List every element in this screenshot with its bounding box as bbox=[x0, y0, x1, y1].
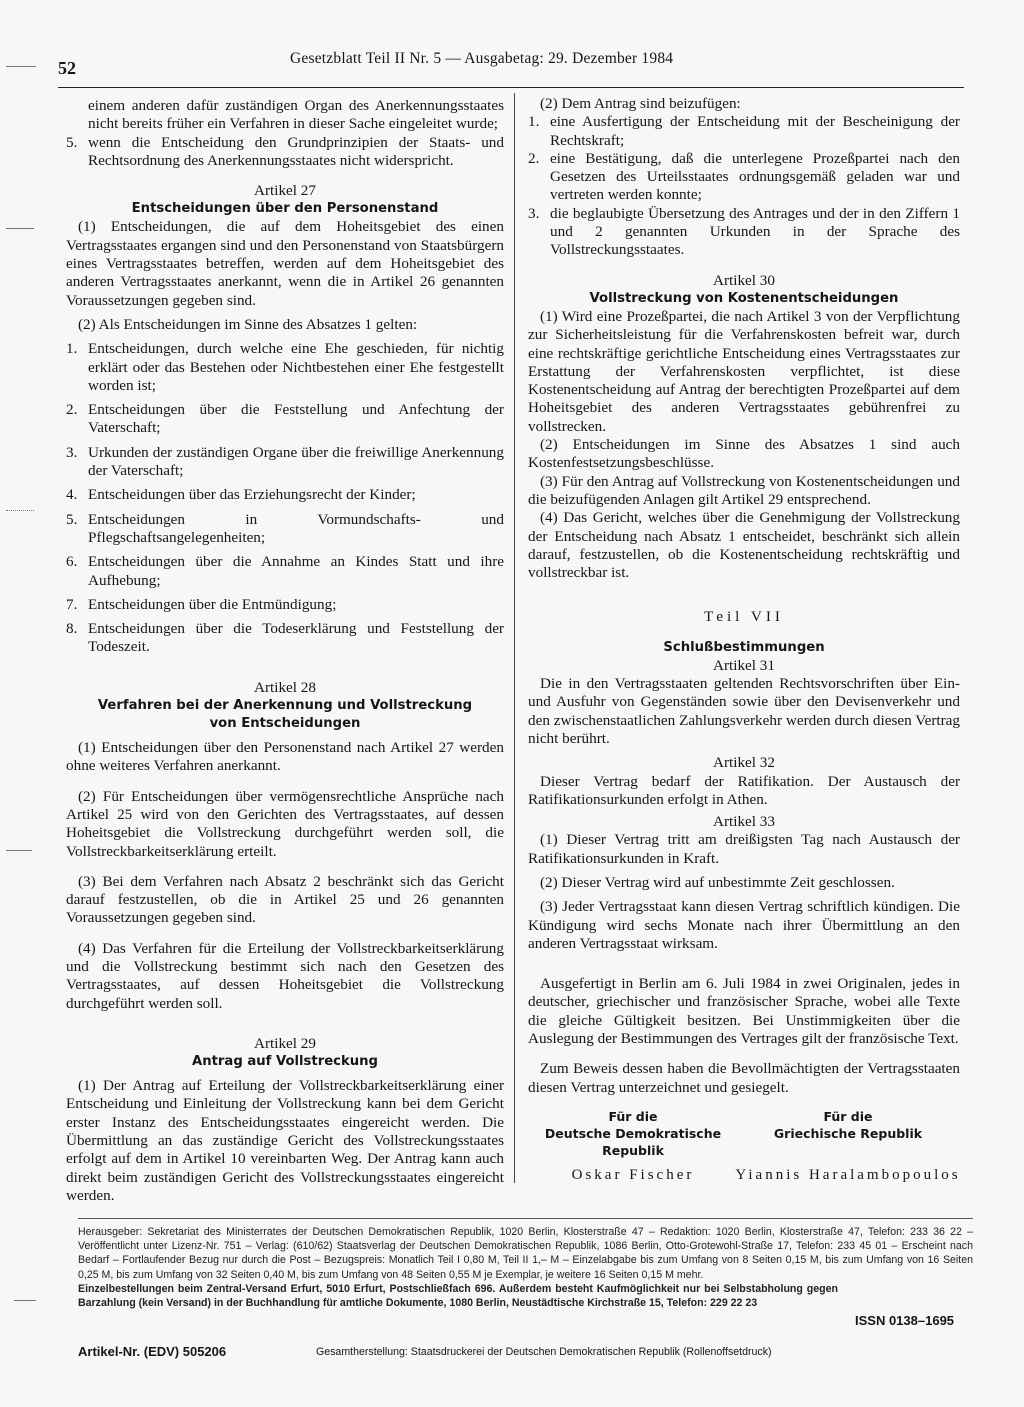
paragraph: (2) Entscheidungen im Sinne des Absatzes 1 sind auch Kostenfestsetzungsbeschlüsse. bbox=[528, 436, 960, 472]
article-number: Artikel 29 bbox=[253, 1034, 316, 1052]
paragraph: (1) Entscheidungen über den Personenstand nach Artikel 27 werden ohne weiteres Verfahren anerkannt. bbox=[66, 739, 504, 775]
list-number: 2. bbox=[528, 149, 540, 167]
paragraph: Zum Beweis dessen haben die Bevollmächtigten der Vertragsstaaten diesen Vertrag unterzeichnet und gesiegelt. bbox=[528, 1060, 960, 1096]
list-text: eine Ausfertigung der Entscheidung mit der Bescheinigung der Rechtskraft; bbox=[550, 113, 960, 149]
signatory-name: Yiannis Haralambopoulos bbox=[735, 1167, 961, 1183]
list-text: Entscheidungen über die Annahme an Kindes Statt und ihre Aufhebung; bbox=[88, 553, 504, 589]
list-number: 2. bbox=[66, 401, 78, 419]
signature-greece bbox=[728, 1108, 968, 1184]
paragraph: (2) Für Entscheidungen über vermögensrechtliche Ansprüche nach Artikel 25 wird von den Gerichten des Vertragsstaates, auf dessen Hoheitsgebiet die Vollstreckung durchgeführt werden soll, die Vollstreckbarkeitserklärung erteilt. bbox=[66, 787, 504, 860]
list-number: 3. bbox=[528, 204, 540, 222]
signature-label: Deutsche Demokratische bbox=[544, 1126, 722, 1141]
imprint bbox=[78, 1225, 973, 1310]
imprint-text: Herausgeber: Sekretariat des Ministerrates der Deutschen Demokratischen Republik, 1020 Berlin, Klosterstraße 47 – Redaktion: 1020 Berlin, Klosterstraße 47, Telefon: 233 36 22 – Veröffentlicht unter Lizenz-Nr. 751 – Verlag: (610/62) Staatsverlag der Deutschen Demokratischen Republik, 1086 Berlin, Otto-Grotewohl-Straße 17, Telefon: 233 45 01 – Erscheint nach Bedarf – Fortlaufender Bezug nur durch die Post – Bezugspreis: Monatlich Teil I 0,80 M, Teil II 1,– M – Einzelabgabe bis zum Umfang von 8 Seiten 0,15 M, bis zum Umfang von 16 Seiten 0,25 M, bis zum Umfang von 32 Seiten 0,40 M, bis zum Umfang von 48 Seiten 0,55 M je Exemplar, je weitere 16 Seiten 0,15 M mehr. bbox=[78, 1226, 973, 1281]
list-item bbox=[66, 401, 504, 438]
article-number-edv: Artikel-Nr. (EDV) 505206 bbox=[78, 1344, 227, 1359]
list-number: 6. bbox=[66, 553, 78, 571]
paragraph: (2) Als Entscheidungen im Sinne des Absatzes 1 gelten: bbox=[78, 315, 418, 333]
article-title-line2: von Entscheidungen bbox=[209, 716, 361, 732]
list-number: 1. bbox=[66, 340, 78, 358]
list-text: Entscheidungen über die Todeserklärung und Feststellung der Todeszeit. bbox=[88, 620, 504, 656]
margin-mark bbox=[6, 510, 34, 511]
list-number: 5. bbox=[66, 133, 78, 151]
list-item bbox=[528, 150, 960, 205]
imprint-ordering: Einzelbestellungen beim Zentral-Versand Erfurt, 5010 Erfurt, Postschließfach 696. Außerdem besteht Kaufmöglichkeit nur bei Selbstabholung gegen Barzahlung (kein Versand) in der Buchhandlung für amtliche Dokumente, 1080 Berlin, Neustädtische Kirchstraße 15, Telefon: 229 22 23 bbox=[78, 1282, 838, 1310]
list-number: 4. bbox=[66, 486, 78, 504]
paragraph: (2) Dem Antrag sind beizufügen: bbox=[540, 95, 741, 112]
list-text: wenn die Entscheidung den Grundprinzipien der Staats- und Rechtsordnung des Anerkennungsstaates nicht widerspricht. bbox=[88, 133, 504, 169]
article-number: Artikel 33 bbox=[712, 813, 775, 831]
list-text: Entscheidungen in Vormundschafts- und Pflegschaftsangelegenheiten; bbox=[88, 510, 504, 546]
article-number: Artikel 31 bbox=[712, 656, 775, 674]
paragraph: (3) Für den Antrag auf Vollstreckung von Kostenentscheidungen und die beizufügenden Anlagen gilt Artikel 29 entsprechend. bbox=[528, 472, 960, 508]
margin-mark bbox=[14, 1300, 36, 1301]
list-item bbox=[66, 134, 504, 171]
list-item bbox=[66, 596, 504, 614]
page-header-title: Gesetzblatt Teil II Nr. 5 — Ausgabetag: 29. Dezember 1984 bbox=[290, 50, 674, 67]
list-number: 7. bbox=[66, 595, 78, 613]
column-divider bbox=[514, 93, 515, 1183]
signature-label: Für die bbox=[823, 1109, 873, 1124]
paragraph: (1) Der Antrag auf Erteilung der Vollstreckbarkeitserklärung einer Entscheidung und Einleitung der Vollstreckung kann bei dem Gericht erster Instanz des Entscheidungsstaates eingereicht werden. Die Übermittlung an das zuständige Gericht des Vollstreckungsstaates erfolgt auf dem in Artikel 10 vereinbarten Weg. Der Antrag kann auch direkt beim zuständigen Gericht des Vollstreckungsstaates eingereicht werden. bbox=[66, 1077, 504, 1204]
footer-rule bbox=[78, 1218, 973, 1219]
paragraph: (1) Wird eine Prozeßpartei, die nach Artikel 3 von der Verpflichtung zur Sicherheitsleistung für die Verfahrenskosten befreit war, durch eine rechtskräftige gerichtliche Entscheidung eines Vertragsstaates zur Erstattung der Verfahrenskosten verpflichtet, ist diese Kostenentscheidung auf Antrag der berechtigten Prozeßpartei auf dem Hoheitsgebiet des anderen Vertragsstaates gebührenfrei zu vollstrecken. bbox=[528, 307, 960, 435]
article-title: Verfahren bei der Anerkennung und Vollstreckung bbox=[97, 698, 473, 714]
signature-label: Republik bbox=[602, 1143, 664, 1158]
paragraph: (4) Das Verfahren für die Erteilung der Vollstreckbarkeitserklärung und die Vollstreckung bestimmt sich nach den Gesetzen des Vertragsstaates, auf dessen Hoheitsgebiet die Vollstreckung durchgeführt werden soll. bbox=[66, 939, 504, 1012]
list-text: Entscheidungen über das Erziehungsrecht der Kinder; bbox=[88, 486, 416, 504]
margin-mark bbox=[6, 228, 34, 229]
left-column bbox=[66, 97, 504, 1205]
paragraph: (1) Dieser Vertrag tritt am dreißigsten Tag nach Austausch der Ratifikationsurkunden in Kraft. bbox=[528, 831, 960, 867]
right-column bbox=[528, 95, 960, 1097]
list bbox=[66, 340, 504, 656]
article-title: Entscheidungen über den Personenstand bbox=[131, 201, 439, 217]
article-number: Artikel 27 bbox=[253, 182, 316, 200]
list-number: 5. bbox=[66, 510, 78, 528]
list-number: 1. bbox=[528, 113, 540, 131]
paragraph: Die in den Vertragsstaaten geltenden Rechtsvorschriften über Ein- und Ausfuhr von Gegenständen sowie über den Devisenverkehr und den zwischenstaatlichen Zahlungsverkehr werden durch diesen Vertrag nicht berührt. bbox=[528, 675, 960, 747]
part-heading: Teil VII bbox=[703, 608, 784, 626]
paragraph: Ausgefertigt in Berlin am 6. Juli 1984 in zwei Originalen, jedes in deutscher, griechischer und französischer Sprache, wobei alle Texte die gleiche Gültigkeit besitzen. Bei Unstimmigkeiten über die Auslegung der Bestimmungen des Vertrages gilt der französische Text. bbox=[528, 975, 960, 1048]
list-text: Urkunden der zuständigen Organe über die freiwillige Anerkennung der Vaterschaft; bbox=[88, 443, 504, 480]
margin-mark bbox=[6, 66, 36, 67]
paragraph: (4) Das Gericht, welches über die Genehmigung der Vollstreckung der Entscheidung nach Absatz 1 entscheidet, beschränkt sich allein darauf, festzustellen, ob die Kostenentscheidung rechtskräftig und vollstreckbar ist. bbox=[528, 509, 960, 582]
article-number: Artikel 32 bbox=[712, 754, 775, 772]
list-item bbox=[66, 444, 504, 481]
paragraph: (1) Entscheidungen, die auf dem Hoheitsgebiet des einen Vertragsstaates ergangen sind und den Personenstand von Staatsbürgern eines Vertragsstaates betreffen, werden auf dem Hoheitsgebiet des anderen Vertragsstaates anerkannt, wenn die in Artikel 26 genannten Voraussetzungen gegeben sind. bbox=[66, 218, 504, 309]
list-item bbox=[66, 340, 504, 395]
printer-info: Gesamtherstellung: Staatsdruckerei der Deutschen Demokratischen Republik (Rollenoffsetdruck) bbox=[316, 1346, 772, 1358]
paragraph: (3) Jeder Vertragsstaat kann diesen Vertrag schriftlich kündigen. Die Kündigung wird sechs Monate nach ihrer Übermittlung an den anderen Vertragsstaat wirksam. bbox=[528, 898, 960, 952]
list-item bbox=[528, 113, 960, 150]
article-number: Artikel 28 bbox=[253, 678, 316, 696]
list-item bbox=[66, 620, 504, 657]
page-number: 52 bbox=[58, 58, 76, 78]
paragraph: Dieser Vertrag bedarf der Ratifikation. Der Austausch der Ratifikationsurkunden erfolgt in Athen. bbox=[528, 772, 960, 808]
list-text: die beglaubigte Übersetzung des Antrages und der in den Ziffern 1 und 2 genannten Urkunden in der Sprache des Vollstreckungsstaates. bbox=[550, 204, 960, 259]
list-item bbox=[528, 205, 960, 260]
list-number: 3. bbox=[66, 443, 78, 461]
part-title: Schlußbestimmungen bbox=[663, 639, 825, 655]
signatory-name: Oskar Fischer bbox=[571, 1167, 695, 1183]
list-text: eine Bestätigung, daß die unterlegene Prozeßpartei nach den Gesetzen des Urteilsstaates ordnungsgemäß geladen war und vertreten werden konnte; bbox=[550, 149, 960, 204]
article-title: Vollstreckung von Kostenentscheidungen bbox=[589, 290, 899, 306]
signature-label: Für die bbox=[608, 1109, 658, 1124]
signature-label: Griechische Republik bbox=[773, 1126, 923, 1141]
list-text: Entscheidungen über die Entmündigung; bbox=[88, 595, 337, 613]
paragraph: (2) Dieser Vertrag wird auf unbestimmte Zeit geschlossen. bbox=[540, 873, 895, 891]
list-number: 8. bbox=[66, 620, 78, 638]
signature-gdr bbox=[528, 1108, 738, 1184]
issn: ISSN 0138–1695 bbox=[855, 1313, 955, 1328]
margin-mark bbox=[6, 850, 32, 851]
list-text: Entscheidungen, durch welche eine Ehe geschieden, für nichtig erklärt oder das Bestehen oder Nichtbestehen einer Ehe festgestellt worden ist; bbox=[88, 340, 504, 394]
paragraph: (3) Bei dem Verfahren nach Absatz 2 beschränkt sich das Gericht darauf festzustellen, ob die in Artikel 25 und 26 genannten Voraussetzungen gegeben sind. bbox=[66, 872, 504, 927]
article-number: Artikel 30 bbox=[712, 271, 775, 289]
article-title: Antrag auf Vollstreckung bbox=[192, 1054, 378, 1070]
list-item bbox=[66, 486, 504, 504]
list bbox=[528, 113, 960, 259]
list-text: Entscheidungen über die Feststellung und Anfechtung der Vaterschaft; bbox=[88, 401, 504, 437]
list-item bbox=[66, 511, 504, 548]
list-item bbox=[66, 553, 504, 590]
paragraph: einem anderen dafür zuständigen Organ des Anerkennungsstaates nicht bereits früher ein Verfahren in dieser Sache eingeleitet wurde; bbox=[88, 97, 504, 133]
header-rule bbox=[58, 87, 964, 88]
